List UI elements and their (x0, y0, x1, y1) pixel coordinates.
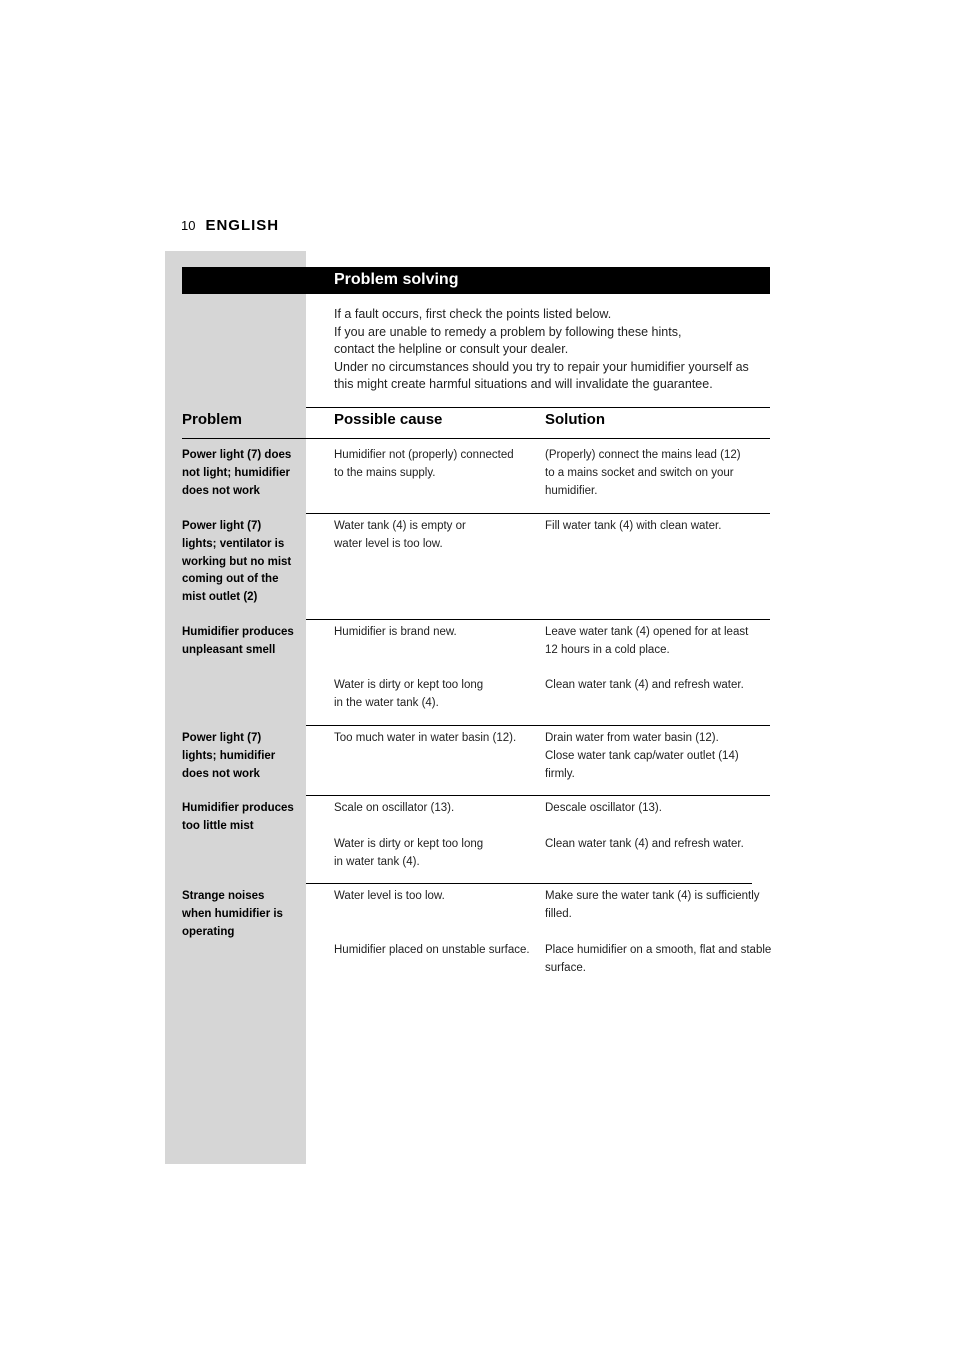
intro-line: If you are unable to remedy a problem by following these hints, (334, 324, 682, 339)
table-header-rule (182, 438, 770, 439)
row-divider (306, 725, 770, 726)
row-divider (306, 883, 752, 884)
table-row-solution: (Properly) connect the mains lead (12) to a mains socket and switch on your humidifier. (545, 449, 741, 497)
row-divider (306, 795, 770, 796)
table-row-cause: Water is dirty or kept too long in water tank (4). (334, 838, 484, 868)
table-row-cause: Water tank (4) is empty or water level is too low. (334, 520, 466, 550)
row-divider (306, 513, 770, 514)
table-row-problem: Power light (7) lights; humidifier does not work (182, 732, 276, 780)
intro-line: this might create harmful situations and will invalidate the guarantee. (334, 377, 713, 391)
section-title: Problem solving (334, 271, 459, 288)
table-row-solution: Fill water tank (4) with clean water. (545, 520, 722, 532)
table-row-solution: Clean water tank (4) and refresh water. (545, 838, 744, 850)
page-number: 10 (181, 218, 196, 233)
table-row-cause: Scale on oscillator (13). (334, 802, 455, 814)
table-row-problem: Humidifier produces unpleasant smell (182, 626, 294, 656)
intro-line: If a fault occurs, first check the points listed below. (334, 307, 612, 321)
table-row-cause: Water level is too low. (334, 890, 445, 902)
table-row-solution: Leave water tank (4) opened for at least 12 hours in a cold place. (545, 626, 749, 656)
table-top-rule (306, 407, 770, 408)
page-header (181, 217, 279, 235)
table-row-problem: Power light (7) does not light; humidifier does not work (182, 449, 292, 497)
column-header-cause: Possible cause (334, 411, 443, 428)
table-row-cause: Humidifier placed on unstable surface. (334, 944, 530, 956)
margin-sidebar (165, 251, 306, 1164)
table-row-problem: Power light (7) lights; ventilator is working but no mist coming out of the mist outlet (2) (182, 520, 292, 604)
table-row-problem: Strange noises when humidifier is operating (182, 890, 283, 938)
table-row-solution: Drain water from water basin (12). Close water tank cap/water outlet (14) firmly. (545, 732, 739, 780)
column-header-solution: Solution (545, 411, 605, 428)
table-row-solution: Descale oscillator (13). (545, 802, 662, 814)
row-divider (306, 619, 770, 620)
table-row-solution: Make sure the water tank (4) is sufficiently filled. (545, 890, 760, 920)
table-row-solution: Place humidifier on a smooth, flat and stable surface. (545, 944, 772, 974)
intro-line: contact the helpline or consult your dealer. (334, 342, 569, 356)
table-row-solution: Clean water tank (4) and refresh water. (545, 679, 744, 691)
table-row-cause: Humidifier not (properly) connected to the mains supply. (334, 449, 514, 479)
table-row-cause: Water is dirty or kept too long in the water tank (4). (334, 679, 484, 709)
page-language: ENGLISH (205, 217, 280, 234)
table-row-cause: Humidifier is brand new. (334, 626, 457, 638)
intro-paragraph (334, 306, 774, 394)
table-row-cause: Too much water in water basin (12). (334, 732, 517, 744)
section-title-bar (182, 267, 770, 294)
intro-line: Under no circumstances should you try to repair your humidifier yourself as (334, 359, 749, 374)
column-header-problem: Problem (182, 411, 243, 428)
table-row-problem: Humidifier produces too little mist (182, 802, 294, 832)
